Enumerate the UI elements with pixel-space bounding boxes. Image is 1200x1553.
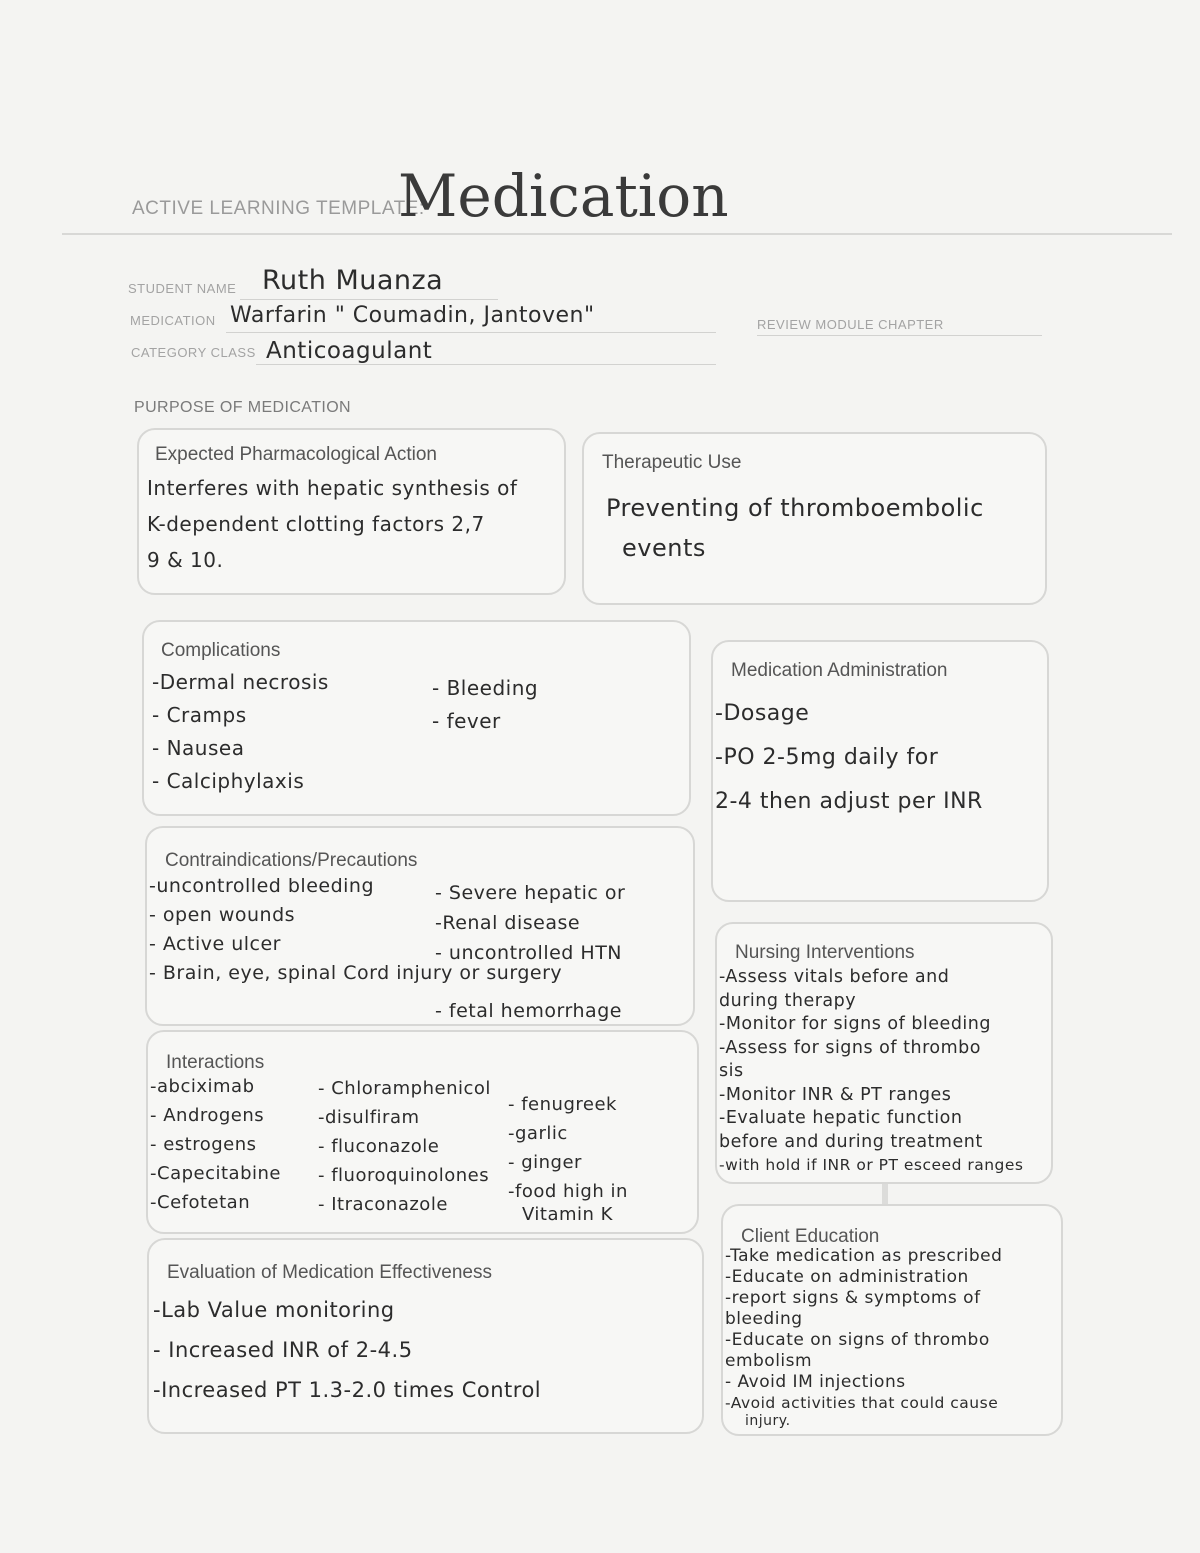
interaction-item: - estrogens [150,1134,257,1155]
education-line: -report signs & symptoms of [725,1288,981,1308]
contraindications-col2 [435,878,625,968]
interactions-card [146,1030,699,1234]
expected-action-title: Expected Pharmacological Action [155,444,437,465]
administration-line: 2-4 then adjust per INR [715,789,983,814]
nursing-line: sis [719,1061,744,1081]
interactions-title: Interactions [166,1052,265,1073]
header-divider [62,233,1172,235]
education-line: -Take medication as prescribed [725,1246,1003,1266]
contraindication-item: - fetal hemorrhage [435,1000,622,1022]
interaction-item: -abciximab [150,1076,255,1097]
nursing-interventions-title: Nursing Interventions [735,942,915,963]
evaluation-title: Evaluation of Medication Effectiveness [167,1262,492,1283]
contraindication-item: - Brain, eye, spinal Cord injury or surgery [149,962,563,984]
client-education-title: Client Education [741,1226,880,1247]
education-line: -Educate on signs of thrombo [725,1330,990,1350]
contraindication-item: - uncontrolled HTN [435,942,623,964]
interaction-item: - Chloramphenicol [318,1078,491,1099]
interaction-item: Vitamin K [522,1204,613,1225]
interaction-item: -disulfiram [318,1107,420,1128]
nursing-line: before and during treatment [719,1131,983,1152]
evaluation-card [147,1238,704,1434]
expected-action-line: 9 & 10. [147,548,224,572]
complication-item: - Cramps [152,703,247,727]
complications-card [142,620,691,816]
nursing-interventions-text [719,966,1023,1178]
nursing-line: -Monitor INR & PT ranges [719,1084,952,1105]
page-title: Medication [398,162,729,230]
contraindication-item: -Renal disease [435,912,581,934]
complications-title: Complications [161,640,281,661]
administration-text [715,692,983,824]
nursing-line: during therapy [719,990,857,1011]
nursing-line: -Assess for signs of thrombo [719,1037,981,1058]
education-line: -Avoid activities that could cause [725,1394,999,1412]
education-line: bleeding [725,1309,803,1329]
evaluation-text [153,1290,541,1410]
student-name-line [240,299,498,300]
student-name-label: STUDENT NAME [128,281,237,296]
complication-item: - Bleeding [432,676,539,700]
review-module-line [757,335,1042,336]
client-education-card [721,1204,1063,1436]
complications-col1 [152,666,329,798]
interaction-item: - fluconazole [318,1136,440,1157]
education-line: embolism [725,1351,813,1371]
interaction-item: -Cefotetan [150,1192,251,1213]
nursing-line: -Assess vitals before and [719,967,950,987]
evaluation-line: - Increased INR of 2-4.5 [153,1338,413,1362]
interactions-col3 [508,1090,628,1229]
complication-item: - Nausea [152,736,245,760]
therapeutic-use-card [582,432,1047,605]
category-value: Anticoagulant [266,338,433,364]
interaction-item: -garlic [508,1123,568,1144]
interactions-col2 [318,1074,491,1219]
expected-action-line: Interferes with hepatic synthesis of [147,476,518,500]
category-line [256,364,716,365]
contraindications-title: Contraindications/Precautions [165,850,418,871]
medication-value: Warfarin " Coumadin, Jantoven" [230,303,595,328]
therapeutic-use-line: events [622,534,706,562]
administration-line: -Dosage [715,701,810,726]
contraindication-item: - open wounds [149,904,296,926]
education-line: -Educate on administration [725,1267,969,1287]
contraindication-item: -uncontrolled bleeding [149,875,375,897]
purpose-heading: PURPOSE OF MEDICATION [134,399,352,416]
administration-title: Medication Administration [731,660,948,681]
complications-col2 [432,672,538,738]
interaction-item: - fluoroquinolones [318,1165,490,1186]
expected-action-card [137,428,566,595]
expected-action-line: K-dependent clotting factors 2,7 [147,512,485,536]
interaction-item: -food high in [508,1181,628,1202]
contraindication-item: - Active ulcer [149,933,281,955]
nursing-line: -with hold if INR or PT esceed ranges [719,1156,1024,1174]
complication-item: - fever [432,709,501,733]
nursing-line: -Monitor for signs of bleeding [719,1014,991,1034]
complication-item: -Dermal necrosis [152,670,329,694]
evaluation-line: -Increased PT 1.3-2.0 times Control [153,1378,542,1402]
interaction-item: - Androgens [150,1105,265,1126]
interaction-item: - Itraconazole [318,1194,448,1215]
interactions-col1 [150,1072,281,1217]
interaction-item: - fenugreek [508,1094,617,1115]
nursing-interventions-card [715,922,1053,1184]
administration-line: -PO 2-5mg daily for [715,745,939,770]
category-label: CATEGORY CLASS [131,345,256,360]
contraindication-item: - Severe hepatic or [435,882,626,904]
expected-action-text [147,470,517,578]
card-connector [882,1184,888,1206]
interaction-item: -Capecitabine [150,1163,281,1184]
student-name-value: Ruth Muanza [262,265,444,296]
administration-card [711,640,1049,902]
therapeutic-use-line: Preventing of thromboembolic [606,494,984,522]
medication-label: MEDICATION [130,313,216,328]
template-label: ACTIVE LEARNING TEMPLATE: [132,198,425,219]
nursing-line: -Evaluate hepatic function [719,1108,963,1128]
evaluation-line: -Lab Value monitoring [153,1298,395,1322]
education-line: - Avoid IM injections [725,1372,906,1392]
client-education-text [725,1246,1002,1428]
therapeutic-use-text [606,488,984,568]
medication-line [226,332,716,333]
review-module-label: REVIEW MODULE CHAPTER [757,317,944,332]
education-line: injury. [745,1413,791,1429]
interaction-item: - ginger [508,1152,582,1173]
contraindications-card [145,826,695,1026]
therapeutic-use-title: Therapeutic Use [602,452,742,473]
complication-item: - Calciphylaxis [152,769,305,793]
